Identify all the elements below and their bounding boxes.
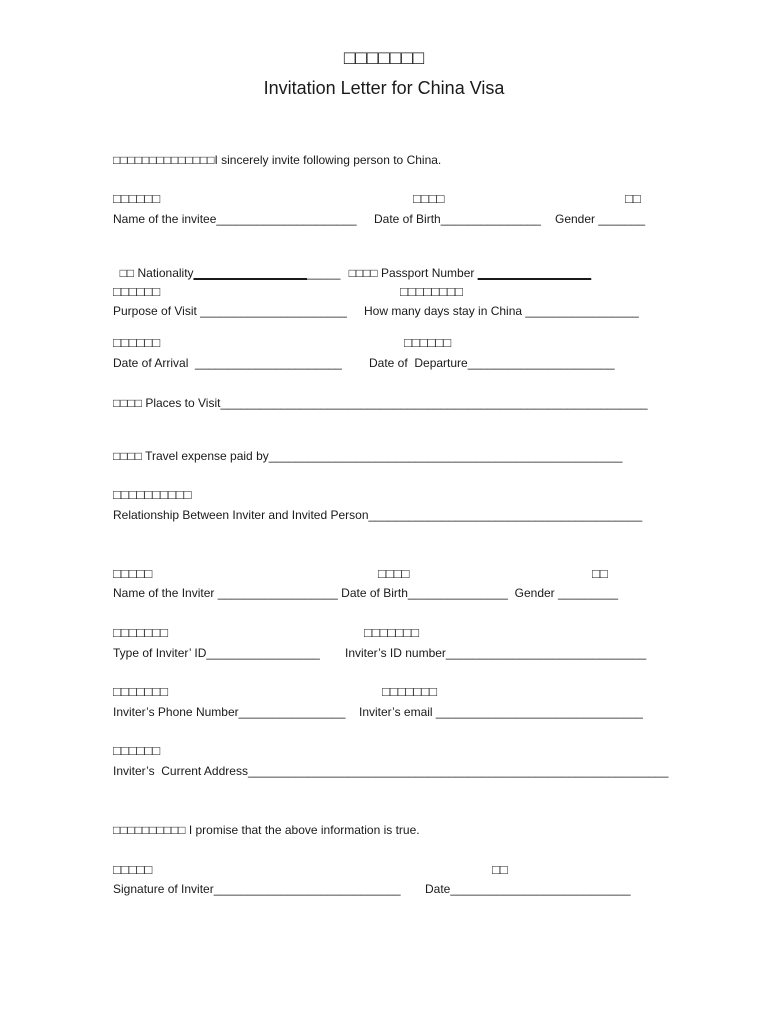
arrival-field[interactable]: Date of Arrival ______________________	[113, 356, 342, 370]
nationality-blank-tail: _____	[307, 266, 341, 280]
intro-text: □□□□□□□□□□□□□□I sincerely invite following person to China.	[113, 153, 442, 167]
purpose-label-cn: □□□□□□	[113, 284, 161, 299]
places-field[interactable]: □□□□ Places to Visit________________________________________________________________	[113, 396, 648, 410]
signature-field[interactable]: Signature of Inviter____________________________	[113, 882, 401, 896]
arrival-label-cn: □□□□□□	[113, 335, 161, 350]
title-chinese: □□□□□□□	[343, 48, 425, 69]
signature-label-cn: □□□□□	[113, 862, 153, 877]
expense-field[interactable]: □□□□ Travel expense paid by_____________________________________________________	[113, 449, 623, 463]
title-english: Invitation Letter for China Visa	[263, 78, 505, 98]
email-field[interactable]: Inviter’s email _______________________________	[359, 705, 643, 719]
days-field[interactable]: How many days stay in China _________________	[364, 304, 639, 318]
invitee-dob-label-cn: □□□□	[413, 191, 445, 206]
id-number-label-cn: □□□□□□□	[364, 625, 419, 640]
address-field[interactable]: Inviter’s Current Address_______________________________________________________________	[113, 764, 669, 778]
date-field[interactable]: Date___________________________	[425, 882, 631, 896]
date-label-cn: □□	[492, 862, 508, 877]
invitee-gender-field[interactable]: Gender _______	[555, 212, 646, 226]
departure-field[interactable]: Date of Departure______________________	[369, 356, 615, 370]
nationality-label: □□ Nationality	[119, 266, 194, 280]
nationality-field[interactable]	[113, 252, 340, 280]
passport-label: □□□□ Passport Number	[348, 266, 478, 280]
promise-statement: □□□□□□□□□□ I promise that the above information is true.	[113, 823, 420, 837]
invitee-name-field[interactable]: Name of the invitee_____________________	[113, 212, 357, 226]
purpose-field[interactable]: Purpose of Visit ______________________	[113, 304, 347, 318]
id-number-field[interactable]: Inviter’s ID number______________________________	[345, 646, 647, 660]
invitee-gender-label-cn: □□	[625, 191, 641, 206]
phone-field[interactable]: Inviter’s Phone Number________________	[113, 705, 346, 719]
inviter-dob-label-cn: □□□□	[378, 566, 410, 581]
nationality-blank[interactable]: _________________	[193, 266, 307, 280]
relationship-field[interactable]: Relationship Between Inviter and Invited Person_________________________________________	[113, 508, 643, 522]
inviter-name-label-cn: □□□□□	[113, 566, 153, 581]
days-label-cn: □□□□□□□□	[400, 284, 463, 299]
address-label-cn: □□□□□□	[113, 743, 161, 758]
id-type-field[interactable]: Type of Inviter’ ID_________________	[113, 646, 320, 660]
invitee-dob-field[interactable]: Date of Birth_______________	[374, 212, 541, 226]
invitee-name-label-cn: □□□□□□	[113, 191, 161, 206]
relationship-label-cn: □□□□□□□□□□	[113, 487, 192, 502]
inviter-name-dob-gender-fields[interactable]: Name of the Inviter __________________ Date of Birth_______________ Gender _________	[113, 586, 619, 600]
departure-label-cn: □□□□□□	[404, 335, 452, 350]
passport-field[interactable]	[342, 252, 591, 280]
inviter-gender-label-cn: □□	[592, 566, 608, 581]
id-type-label-cn: □□□□□□□	[113, 625, 168, 640]
phone-label-cn: □□□□□□□	[113, 684, 168, 699]
passport-blank[interactable]: _________________	[477, 266, 592, 280]
email-label-cn: □□□□□□□	[382, 684, 437, 699]
